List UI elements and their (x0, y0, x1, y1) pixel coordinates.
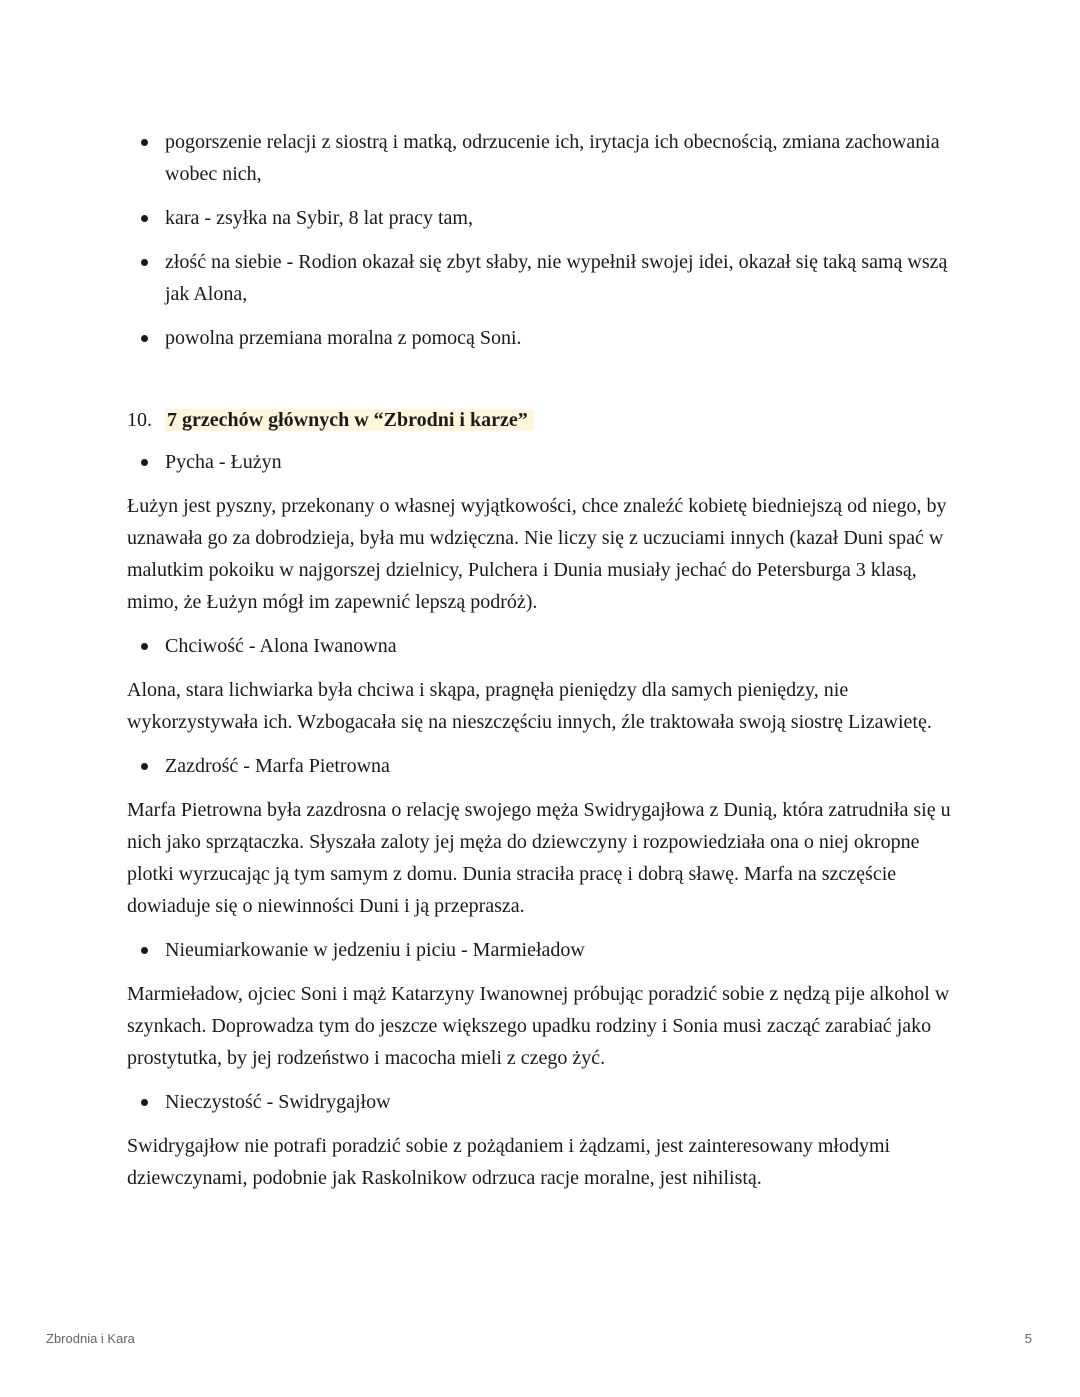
sin-bullet (127, 446, 957, 478)
sin-description: Marfa Pietrowna była zazdrosna o relację swojego męża Swidrygajłowa z Dunią, która zatrudniła się u nich jako sprzątaczka. Słyszała zaloty jej męża do dziewczyny i rozpowiedziała ona o niej okropne plotki wyrzucając ją tym samym z domu. Dunia straciła pracę i dobrą sławę. Marfa na szczęście dowiaduje się o niewinności Duni i ją przeprasza. (127, 799, 951, 917)
intro-bullet-list (127, 126, 957, 354)
sin-bullet (127, 630, 957, 662)
sin-bullet (127, 750, 957, 782)
sin-description: Łużyn jest pyszny, przekonany o własnej wyjątkowości, chce znaleźć kobietę biedniejszą od niego, by uznawała go za dobrodzieja, była mu wdzięczna. Nie liczy się z uczuciami innych (kazał Duni spać w malutkim pokoiku w najgorszej dzielnicy, Pulchera i Dunia musiały jechać do Petersburga 3 klasą, mimo, że Łużyn mógł im zapewnić lepszą podróż). (127, 495, 947, 613)
sin-label: Nieczystość - Swidrygajłow (127, 1086, 957, 1118)
page-content (127, 126, 957, 1206)
list-item: powolna przemiana moralna z pomocą Soni. (127, 322, 957, 354)
sin-description: Alona, stara lichwiarka była chciwa i skąpa, pragnęła pieniędzy dla samych pieniędzy, nie wykorzystywała ich. Wzbogacała się na nieszczęściu innych, źle traktowała swoją siostrę Lizawietę. (127, 679, 932, 733)
sin-label: Pycha - Łużyn (127, 446, 957, 478)
sin-bullet (127, 1086, 957, 1118)
section-title: 7 grzechów głównych w “Zbrodni i karze” (165, 409, 534, 431)
sin-description: Marmieładow, ojciec Soni i mąż Katarzyny Iwanownej próbując poradzić sobie z nędzą pije alkohol w szynkach. Doprowadza tym do jeszcze większego upadku rodziny i Sonia musi zacząć zarabiać jako prostytutka, by jej rodzeństwo i macocha mieli z czego żyć. (127, 983, 950, 1069)
footer-title: Zbrodnia i Kara (46, 1331, 135, 1346)
sin-label: Zazdrość - Marfa Pietrowna (127, 750, 957, 782)
section-heading (127, 404, 957, 436)
sin-bullet (127, 934, 957, 966)
sin-description: Swidrygajłow nie potrafi poradzić sobie z pożądaniem i żądzami, jest zainteresowany młodymi dziewczynami, podobnie jak Raskolnikow odrzuca racje moralne, jest nihilistą. (127, 1135, 891, 1189)
sin-label: Chciwość - Alona Iwanowna (127, 630, 957, 662)
page-number: 5 (1024, 1331, 1032, 1346)
list-item: pogorszenie relacji z siostrą i matką, odrzucenie ich, irytacja ich obecnością, zmiana zachowania wobec nich, (127, 126, 957, 190)
section-number: 10. (127, 409, 152, 431)
list-item: kara - zsyłka na Sybir, 8 lat pracy tam, (127, 202, 957, 234)
sin-label: Nieumiarkowanie w jedzeniu i piciu - Marmieładow (127, 934, 957, 966)
list-item: złość na siebie - Rodion okazał się zbyt słaby, nie wypełnił swojej idei, okazał się taką samą wszą jak Alona, (127, 246, 957, 310)
